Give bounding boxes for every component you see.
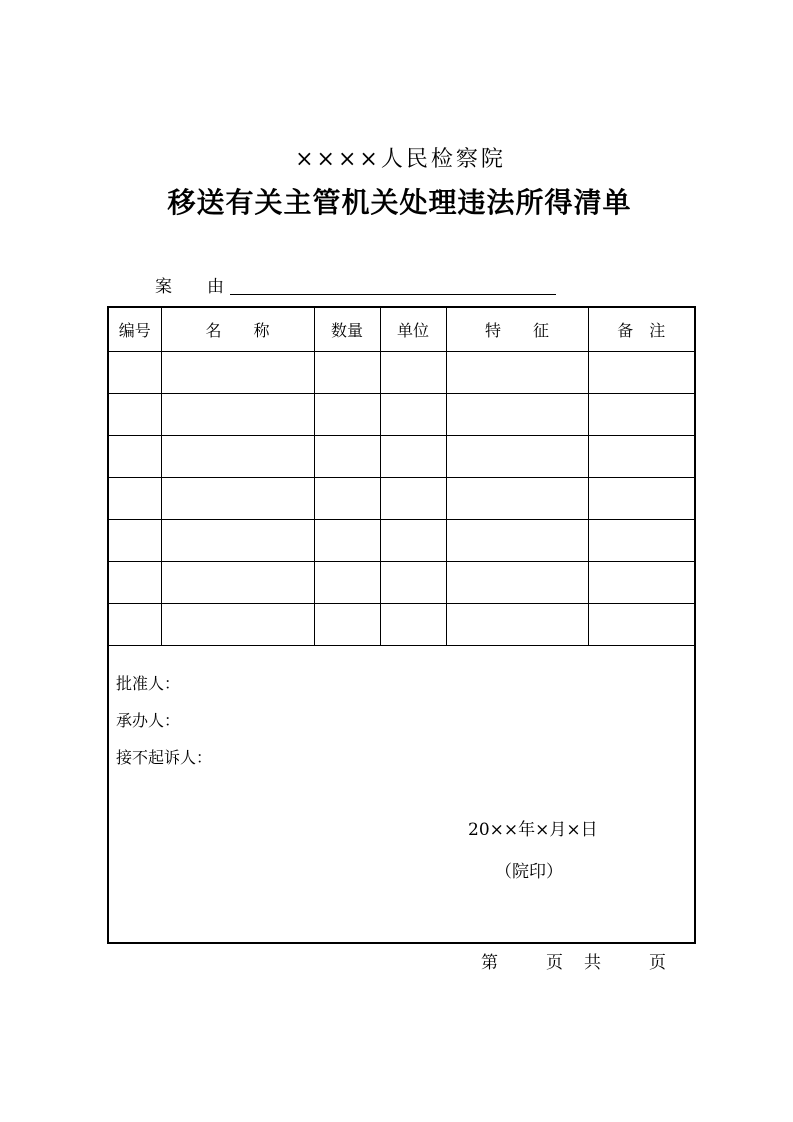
table-cell-quantity [314,519,380,561]
table-cell-unit [380,519,446,561]
table-cell-unit [380,435,446,477]
table-cell-name [161,435,314,477]
table-cell-unit [380,561,446,603]
table-row [108,351,695,393]
table-row [108,435,695,477]
table-cell-features [446,519,588,561]
table-row [108,477,695,519]
table-cell-remarks [588,519,695,561]
table-row [108,603,695,645]
table-cell-number [108,603,161,645]
table-cell-quantity [314,603,380,645]
col-header-name: 名 称 [161,307,314,351]
table-cell-name [161,393,314,435]
table-cell-remarks [588,561,695,603]
table-cell-name [161,603,314,645]
table-cell-features [446,477,588,519]
recipient-label: 接不起诉人： [116,747,213,767]
table-cell-remarks [588,477,695,519]
table-cell-name [161,561,314,603]
table-cell-unit [380,393,446,435]
table-cell-number [108,435,161,477]
table-cell-quantity [314,477,380,519]
case-reason-label: 案 由 [155,277,233,297]
issue-date: 20××年×月×日 [468,819,598,840]
table-cell-remarks [588,351,695,393]
table-row [108,393,695,435]
table-cell-name [161,519,314,561]
seal-note: （院印） [495,861,563,882]
table-cell-quantity [314,351,380,393]
table-cell-number [108,519,161,561]
table-cell-number [108,393,161,435]
table-row [108,519,695,561]
table-cell-unit [380,603,446,645]
table-cell-name [161,477,314,519]
col-header-quantity: 数量 [314,307,380,351]
table-cell-remarks [588,603,695,645]
table-row [108,561,695,603]
case-reason-field [230,274,556,295]
table-body [108,351,695,943]
table-cell-quantity [314,393,380,435]
document-title: 移送有关主管机关处理违法所得清单 [167,186,632,219]
table-header-row [108,307,695,351]
footer-total-prefix: 共 [584,953,601,973]
table-cell-remarks [588,435,695,477]
col-header-unit: 单位 [380,307,446,351]
items-table [107,306,696,944]
table-cell-unit [380,351,446,393]
table-cell-features [446,435,588,477]
court-name: ××××人民检察院 [295,147,506,172]
table-cell-quantity [314,561,380,603]
table-cell-unit [380,477,446,519]
approver-label: 批准人： [116,673,181,693]
table-cell-quantity [314,435,380,477]
footer-page-prefix: 第 [481,953,498,973]
col-header-remarks: 备 注 [588,307,695,351]
handler-label: 承办人： [116,710,181,730]
footer-total-suffix: 页 [649,953,666,973]
table-cell-name [161,351,314,393]
table-cell-features [446,351,588,393]
footer-page-suffix: 页 [546,953,563,973]
col-header-features: 特 征 [446,307,588,351]
table-cell-number [108,477,161,519]
signature-row [108,645,695,943]
table-cell-features [446,393,588,435]
signature-cell [108,645,695,943]
col-header-number: 编号 [108,307,161,351]
table-cell-remarks [588,393,695,435]
table-cell-number [108,561,161,603]
table-cell-number [108,351,161,393]
signature-area [109,646,694,942]
table-cell-features [446,561,588,603]
table-cell-features [446,603,588,645]
